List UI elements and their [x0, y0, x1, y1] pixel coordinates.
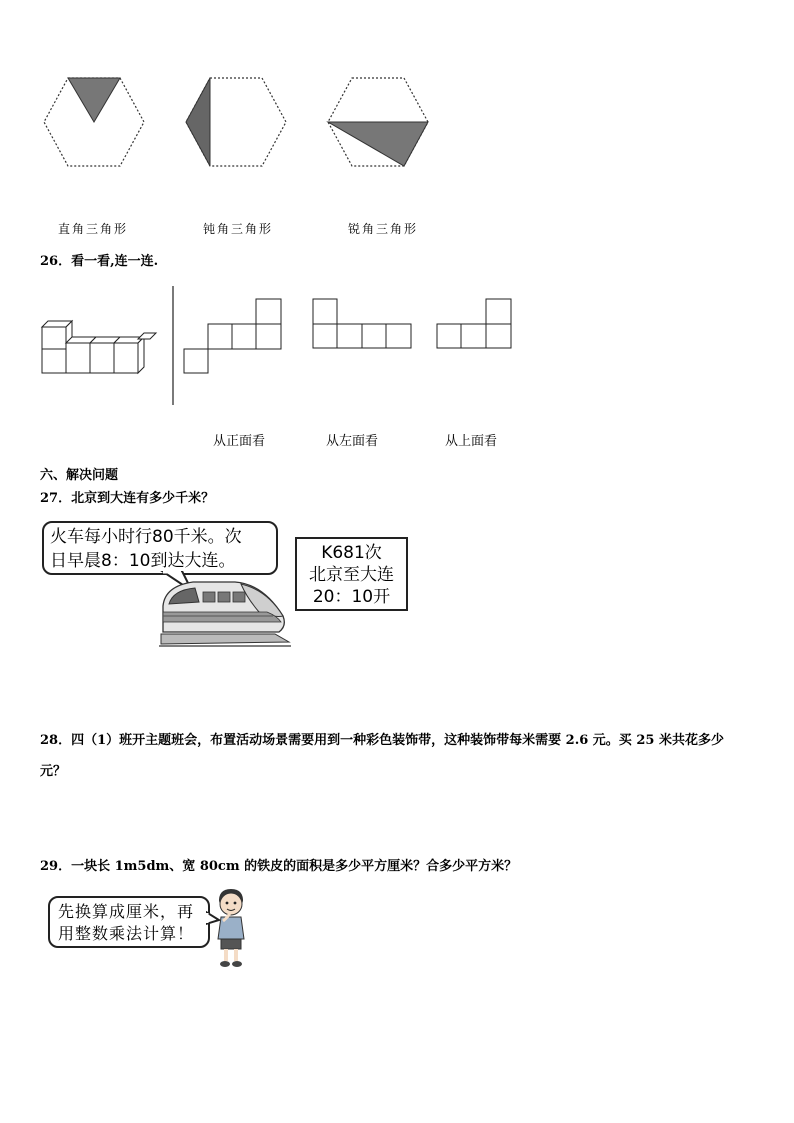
boy-bubble-line-2: 用整数乘法计算！ [58, 924, 195, 943]
hexagon-acute-triangle [328, 78, 428, 166]
view-label-front: 从正面看 [213, 434, 266, 449]
ticket-line-1: K681次 [321, 543, 382, 563]
hexagon-obtuse-triangle [186, 78, 286, 166]
bubble-line-1: 火车每小时行80千米。次 [50, 527, 242, 547]
view-shape-3 [437, 299, 511, 348]
cube-views-figure [36, 284, 526, 409]
label-right-triangle: 直角三角形 [58, 222, 129, 236]
boy-illustration [214, 887, 248, 971]
section-heading: 六、解决问题 [40, 468, 119, 483]
view-label-left: 从左面看 [326, 434, 379, 449]
question-28-line2: 元？ [40, 764, 67, 779]
question-29: 29．一块长 1m5dm、宽 80cm 的铁皮的面积是多少平方厘米？合多少平方米？ [40, 859, 518, 874]
cube-solid [42, 321, 156, 373]
view-label-top: 从上面看 [445, 434, 498, 449]
question-27: 27．北京到大连有多少千米？ [40, 491, 215, 506]
view-shape-2 [313, 299, 411, 348]
train-illustration [155, 572, 295, 652]
ticket-line-2: 北京至大连 [309, 565, 394, 585]
hexagon-right-triangle [44, 78, 144, 166]
label-acute-triangle: 锐角三角形 [348, 222, 419, 236]
ticket-line-3: 20：10开 [312, 587, 391, 607]
question-28-line1: 28．四（1）班开主题班会，布置活动场景需要用到一种彩色装饰带，这种装饰带每米需要 2.6 元。买 25 米共花多少 [40, 733, 724, 748]
train-ticket-box [295, 537, 408, 611]
bubble-line-2: 日早晨8：10到达大连。 [50, 551, 236, 571]
hexagon-figures [30, 70, 450, 180]
question-26: 26．看一看,连一连. [40, 254, 159, 269]
label-obtuse-triangle: 钝角三角形 [203, 222, 274, 236]
speech-bubble-train [42, 521, 278, 575]
view-shape-1 [184, 299, 281, 373]
boy-bubble-line-1: 先换算成厘米，再 [58, 902, 195, 921]
speech-bubble-boy [48, 896, 210, 948]
